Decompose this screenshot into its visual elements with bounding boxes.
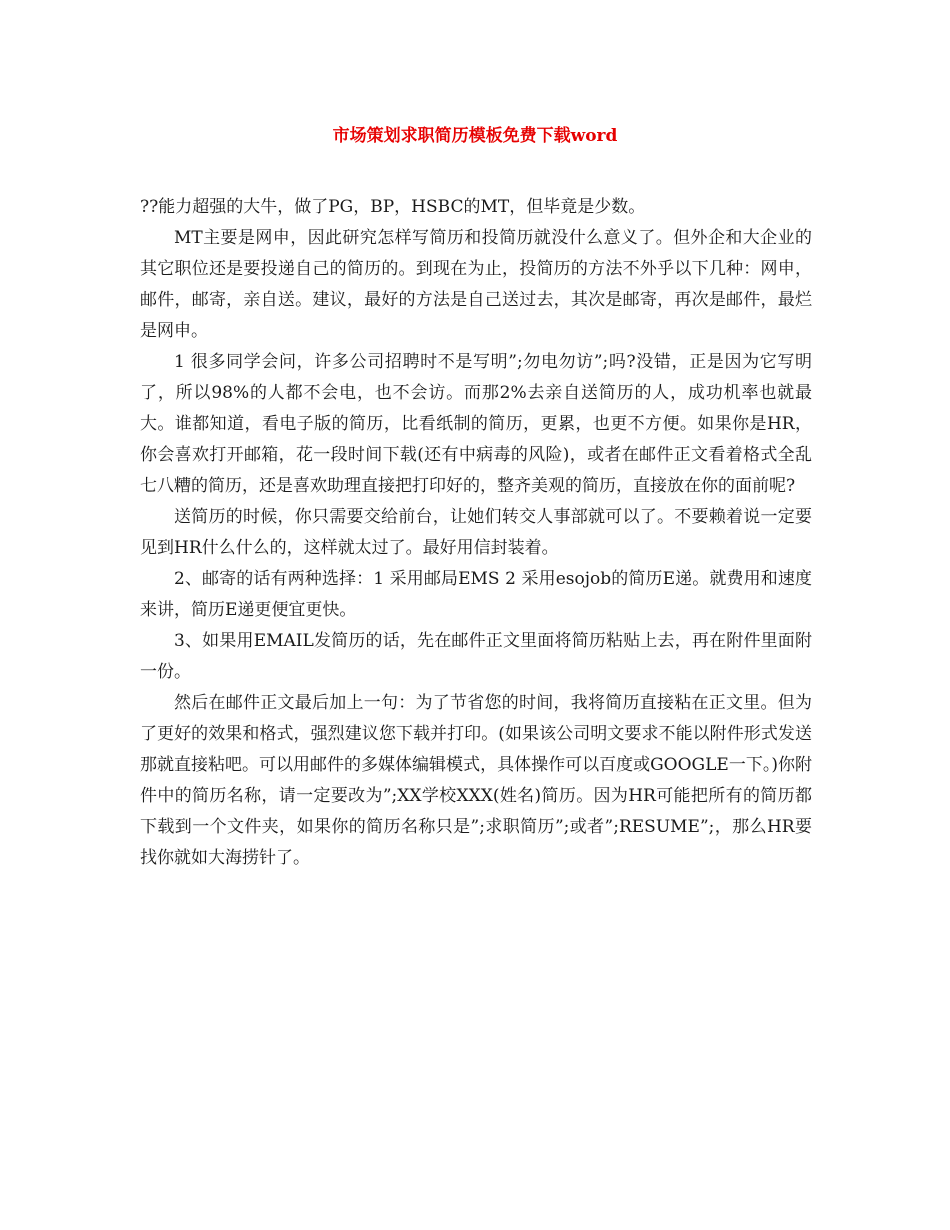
paragraph: ??能力超强的大牛，做了PG，BP，HSBC的MT，但毕竟是少数。 [140, 197, 646, 217]
paragraph: 然后在邮件正文最后加上一句：为了节省您的时间，我将简历直接粘在正文里。但为了更好的效果和格式，强烈建议您下载并打印。(如果该公司明文要求不能以附件形式发送那就直接粘吧。可以用邮件的多媒体编辑模式，具体操作可以百度或GOOGLE一下。)你附件中的简历名称，请一定要改为”;XX学校XXX(姓名)简历。因为HR可能把所有的简历都下载到一个文件夹，如果你的简历名称只是”;求职简历”;或者”;RESUME”;，那么HR要找你就如大海捞针了。 [140, 693, 812, 868]
paragraph: 2、邮寄的话有两种选择：1 采用邮局EMS 2 采用esojob的简历E递。就费用和速度来讲，简历E递更便宜更快。 [140, 569, 812, 620]
paragraph: MT主要是网申，因此研究怎样写简历和投简历就没什么意义了。但外企和大企业的其它职位还是要投递自己的简历的。到现在为止，投简历的方法不外乎以下几种：网申，邮件，邮寄，亲自送。建议，最好的方法是自己送过去，其次是邮寄，再次是邮件，最烂是网申。 [140, 228, 812, 341]
document-body [140, 192, 812, 874]
paragraph: 送简历的时候，你只需要交给前台，让她们转交人事部就可以了。不要赖着说一定要见到HR什么什么的，这样就太过了。最好用信封装着。 [140, 507, 812, 558]
paragraph: 3、如果用EMAIL发简历的话，先在邮件正文里面将简历粘贴上去，再在附件里面附一份。 [140, 631, 812, 682]
document-title: 市场策划求职简历模板免费下载word [332, 126, 618, 146]
paragraph: 1 很多同学会问，许多公司招聘时不是写明”;勿电勿访”;吗?没错，正是因为它写明了，所以98%的人都不会电，也不会访。而那2%去亲自送简历的人，成功机率也就最大。谁都知道，看电子版的简历，比看纸制的简历，更累，也更不方便。如果你是HR，你会喜欢打开邮箱，花一段时间下载(还有中病毒的风险)，或者在邮件正文看着格式全乱七八糟的简历，还是喜欢助理直接把打印好的，整齐美观的简历，直接放在你的面前呢? [140, 352, 812, 496]
